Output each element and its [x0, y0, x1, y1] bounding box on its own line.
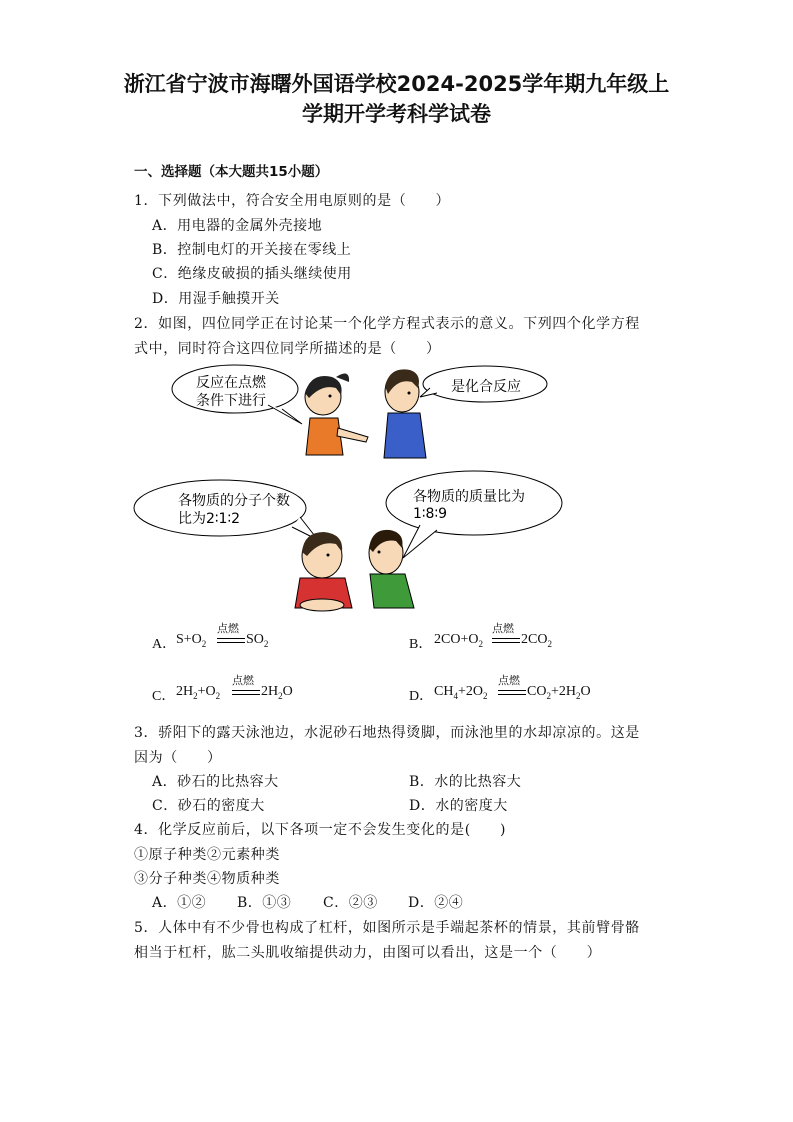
q2-option-b-condition: 点燃 — [492, 622, 514, 635]
bubble-3-line1: 各物质的分子个数 — [178, 493, 290, 509]
q2-option-a-label: A． — [152, 637, 177, 652]
q2-option-d-rhs: $CO_2+2H_2O$ — [527, 684, 591, 701]
q2-option-c-condition: 点燃 — [232, 674, 254, 687]
q2-option-d-lhs: $CH_4+2O_2$ — [434, 684, 488, 701]
q2-option-a-equals — [217, 638, 245, 643]
q4-option-d: D．②④ — [408, 895, 464, 911]
q2-option-d-equals — [498, 690, 526, 695]
q4-line2: ③分子种类④物质种类 — [134, 871, 280, 887]
q1-option-b: B．控制电灯的开关接在零线上 — [152, 242, 352, 258]
bubble-4-line1: 各物质的质量比为 — [413, 489, 525, 505]
bubble-2-text: 是化合反应 — [451, 379, 521, 395]
girl-figure — [305, 373, 368, 455]
boy-figure-2 — [295, 532, 352, 611]
q2-option-d-label: D． — [409, 689, 434, 704]
q5-stem-line1: 5．人体中有不少骨也构成了杠杆，如图所示是手端起茶杯的情景，其前臂骨骼 — [134, 920, 640, 936]
q5-stem-line2: 相当于杠杆，肱二头肌收缩提供动力，由图可以看出，这是一个（ ） — [134, 945, 602, 961]
q3-option-d: D．水的密度大 — [409, 798, 508, 814]
q2-option-c-lhs: $2H_2+O_2$ — [176, 684, 221, 701]
q4-line1: ①原子种类②元素种类 — [134, 847, 280, 863]
q1-stem: 1．下列做法中，符合安全用电原则的是（ ） — [134, 193, 451, 209]
q2-option-a-lhs: $S+O_2$ — [176, 632, 207, 649]
q2-option-b-rhs: $2CO_2$ — [521, 632, 552, 649]
page-title-line1: 浙江省宁波市海曙外国语学校2024-2025学年期九年级上 — [123, 72, 670, 96]
q2-option-b-label: B． — [409, 637, 433, 652]
q4-option-b: B．①③ — [237, 895, 292, 911]
bubble-1-line2: 条件下进行 — [196, 393, 266, 409]
q3-stem-line1: 3．骄阳下的露天泳池边，水泥砂石地热得烫脚，而泳池里的水却凉凉的。这是 — [134, 725, 640, 741]
boy-figure-3 — [369, 530, 414, 608]
q4-stem: 4．化学反应前后，以下各项一定不会发生变化的是( ) — [134, 822, 507, 838]
q2-stem-line2: 式中，同时符合这四位同学所描述的是（ ） — [134, 341, 441, 357]
bubble-4-line2: 1∶8∶9 — [413, 506, 448, 522]
q2-option-b-lhs: $2CO+O_2$ — [434, 632, 483, 649]
q2-option-c-equals — [232, 690, 260, 695]
q2-option-c-label: C． — [152, 689, 176, 704]
q1-option-d: D．用湿手触摸开关 — [152, 291, 280, 307]
q3-stem-line2: 因为（ ） — [134, 750, 222, 766]
q3-option-c: C．砂石的密度大 — [152, 798, 265, 814]
q1-option-c: C．绝缘皮破损的插头继续使用 — [152, 266, 352, 282]
section-heading: 一、选择题（本大题共15小题） — [134, 164, 329, 180]
q2-option-b-equals — [492, 638, 520, 643]
q2-stem-line1: 2．如图，四位同学正在讨论某一个化学方程式表示的意义。下列四个化学方程 — [134, 316, 640, 332]
q4-option-c: C．②③ — [323, 895, 378, 911]
q2-option-a-condition: 点燃 — [217, 622, 239, 635]
q2-option-a-rhs: $SO_2$ — [246, 632, 269, 649]
q4-option-a: A．①② — [152, 895, 207, 911]
q2-option-c-rhs: $2H_2O$ — [261, 684, 293, 701]
q1-option-a: A．用电器的金属外壳接地 — [152, 218, 323, 234]
q3-option-b: B．水的比热容大 — [409, 774, 522, 790]
page-title-line2: 学期开学考科学试卷 — [302, 102, 491, 126]
q3-option-a: A．砂石的比热容大 — [152, 774, 279, 790]
boy-figure-1 — [384, 369, 426, 458]
q2-option-d-condition: 点燃 — [498, 674, 520, 687]
bubble-1-line1: 反应在点燃 — [196, 375, 266, 391]
bubble-3-line2: 比为2∶1∶2 — [178, 511, 241, 527]
